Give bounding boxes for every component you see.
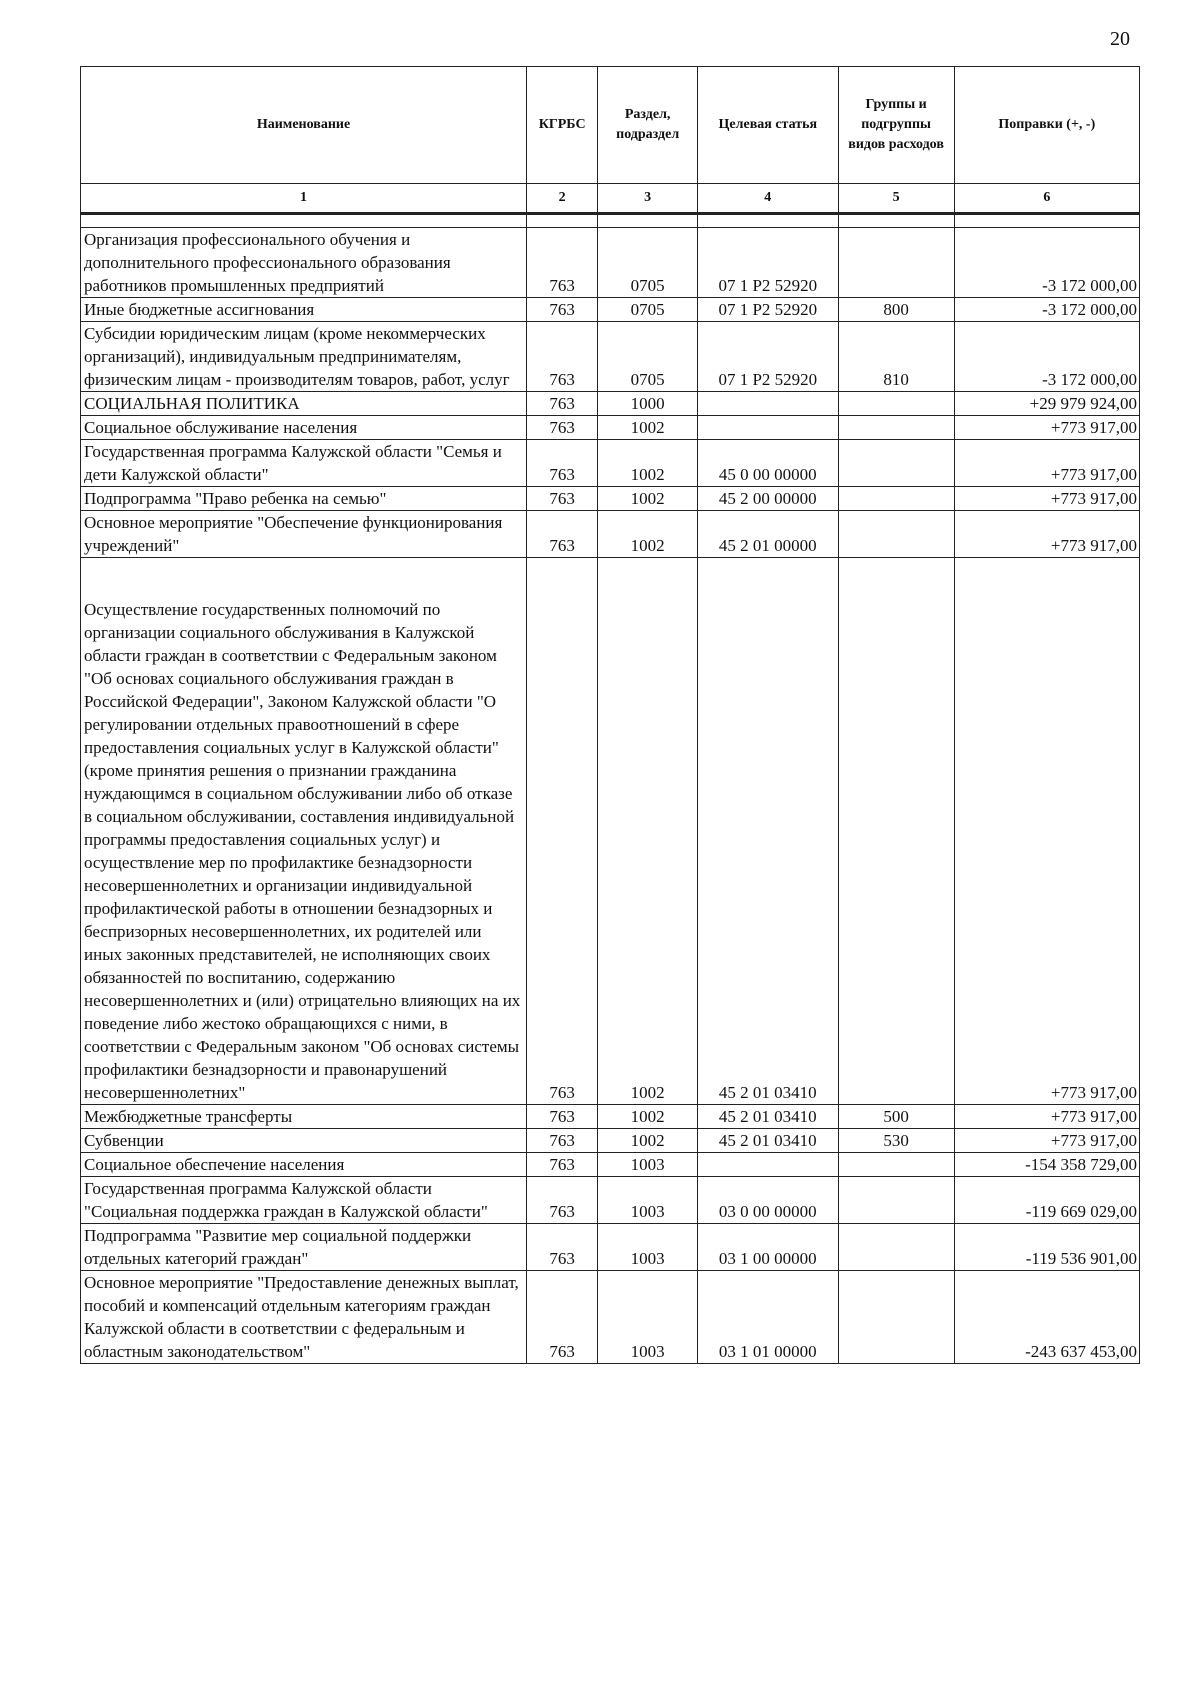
row-name: Иные бюджетные ассигнования bbox=[81, 298, 527, 322]
table-row bbox=[81, 558, 1140, 1105]
row-group: 810 bbox=[838, 322, 954, 392]
column-number: 5 bbox=[838, 184, 954, 214]
row-name: Субвенции bbox=[81, 1129, 527, 1153]
header-section: Раздел, подраздел bbox=[598, 67, 698, 184]
row-group: 530 bbox=[838, 1129, 954, 1153]
row-kgrbs: 763 bbox=[527, 416, 598, 440]
table-row bbox=[81, 511, 1140, 558]
row-name: Подпрограмма "Право ребенка на семью" bbox=[81, 487, 527, 511]
row-amount: -3 172 000,00 bbox=[954, 322, 1139, 392]
table-row bbox=[81, 1153, 1140, 1177]
row-amount: -243 637 453,00 bbox=[954, 1271, 1139, 1364]
page-number: 20 bbox=[1110, 28, 1130, 50]
table-row bbox=[81, 322, 1140, 392]
row-name: Подпрограмма "Развитие мер социальной поддержки отдельных категорий граждан" bbox=[81, 1224, 527, 1271]
table-row bbox=[81, 487, 1140, 511]
row-kgrbs: 763 bbox=[527, 1271, 598, 1364]
row-target: 45 2 01 03410 bbox=[698, 558, 839, 1105]
row-target: 03 1 01 00000 bbox=[698, 1271, 839, 1364]
column-number: 2 bbox=[527, 184, 598, 214]
row-group: 800 bbox=[838, 298, 954, 322]
row-target: 45 2 01 03410 bbox=[698, 1105, 839, 1129]
row-target: 07 1 P2 52920 bbox=[698, 298, 839, 322]
row-target bbox=[698, 416, 839, 440]
row-section: 1002 bbox=[598, 558, 698, 1105]
row-section: 1003 bbox=[598, 1153, 698, 1177]
row-section: 0705 bbox=[598, 228, 698, 298]
row-kgrbs: 763 bbox=[527, 440, 598, 487]
row-kgrbs: 763 bbox=[527, 511, 598, 558]
row-section: 1002 bbox=[598, 440, 698, 487]
row-target: 45 2 00 00000 bbox=[698, 487, 839, 511]
row-section: 1002 bbox=[598, 487, 698, 511]
column-number: 3 bbox=[598, 184, 698, 214]
row-group bbox=[838, 487, 954, 511]
row-amount: -119 669 029,00 bbox=[954, 1177, 1139, 1224]
row-kgrbs: 763 bbox=[527, 1105, 598, 1129]
row-group bbox=[838, 558, 954, 1105]
row-group bbox=[838, 1271, 954, 1364]
row-section: 1002 bbox=[598, 1129, 698, 1153]
row-amount: -3 172 000,00 bbox=[954, 298, 1139, 322]
row-target: 07 1 P2 52920 bbox=[698, 228, 839, 298]
row-section: 0705 bbox=[598, 298, 698, 322]
row-name: СОЦИАЛЬНАЯ ПОЛИТИКА bbox=[81, 392, 527, 416]
table-row bbox=[81, 416, 1140, 440]
row-name: Осуществление государственных полномочий по организации социального обслуживания в Калужской области граждан в соответствии с Федеральным законом "Об основах социального обслуживания граждан в Российской Федерации", Законом Калужской области "О регулировании отдельных правоотношений в сфере предоставления социальных услуг в Калужской области" (кроме принятия решения о признании гражданина нуждающимся в социальном обслуживании либо об отказе в социальном обслуживании, составления индивидуальной программы предоставления социальных услуг) и осуществление мер по профилактике безнадзорности несовершеннолетних и организации индивидуальной профилактической работы в отношении безнадзорных и беспризорных несовершеннолетних, их родителей или иных законных представителей, не исполняющих своих обязанностей по воспитанию, содержанию несовершеннолетних и (или) отрицательно влияющих на их поведение либо жестоко обращающихся с ними, в соответствии с Федеральным законом "Об основах системы профилактики безнадзорности и правонарушений несовершеннолетних" bbox=[81, 558, 527, 1105]
row-name: Основное мероприятие "Обеспечение функционирования учреждений" bbox=[81, 511, 527, 558]
row-group bbox=[838, 392, 954, 416]
row-group bbox=[838, 1224, 954, 1271]
row-amount: +29 979 924,00 bbox=[954, 392, 1139, 416]
table-row bbox=[81, 298, 1140, 322]
row-kgrbs: 763 bbox=[527, 228, 598, 298]
row-name: Социальное обеспечение населения bbox=[81, 1153, 527, 1177]
row-group bbox=[838, 416, 954, 440]
row-name: Субсидии юридическим лицам (кроме некоммерческих организаций), индивидуальным предпринимателям, физическим лицам - производителям товаров, работ, услуг bbox=[81, 322, 527, 392]
row-kgrbs: 763 bbox=[527, 1224, 598, 1271]
row-group bbox=[838, 511, 954, 558]
row-kgrbs: 763 bbox=[527, 298, 598, 322]
row-amount: +773 917,00 bbox=[954, 511, 1139, 558]
table-row bbox=[81, 1224, 1140, 1271]
table-row bbox=[81, 440, 1140, 487]
row-target: 03 0 00 00000 bbox=[698, 1177, 839, 1224]
row-kgrbs: 763 bbox=[527, 1177, 598, 1224]
table-row bbox=[81, 1271, 1140, 1364]
row-section: 1003 bbox=[598, 1177, 698, 1224]
row-amount: +773 917,00 bbox=[954, 440, 1139, 487]
header-kgrbs: КГРБС bbox=[527, 67, 598, 184]
row-target bbox=[698, 392, 839, 416]
table-row bbox=[81, 228, 1140, 298]
row-group bbox=[838, 228, 954, 298]
row-target: 45 2 01 00000 bbox=[698, 511, 839, 558]
header-groups: Группы и подгруппы видов расходов bbox=[838, 67, 954, 184]
row-target bbox=[698, 1153, 839, 1177]
row-target: 07 1 P2 52920 bbox=[698, 322, 839, 392]
header-amendments: Поправки (+, -) bbox=[954, 67, 1139, 184]
row-kgrbs: 763 bbox=[527, 487, 598, 511]
table-row bbox=[81, 1105, 1140, 1129]
row-name: Межбюджетные трансферты bbox=[81, 1105, 527, 1129]
budget-table-sheet bbox=[80, 66, 1140, 1364]
header-name: Наименование bbox=[81, 67, 527, 184]
spacer-row bbox=[81, 214, 1140, 228]
row-amount: +773 917,00 bbox=[954, 1105, 1139, 1129]
row-section: 1000 bbox=[598, 392, 698, 416]
row-amount: +773 917,00 bbox=[954, 416, 1139, 440]
header-row bbox=[81, 67, 1140, 184]
table-row bbox=[81, 1177, 1140, 1224]
row-section: 1003 bbox=[598, 1224, 698, 1271]
row-group bbox=[838, 1177, 954, 1224]
row-name: Основное мероприятие "Предоставление денежных выплат, пособий и компенсаций отдельным категориям граждан Калужской области в соответствии с федеральным и областным законодательством" bbox=[81, 1271, 527, 1364]
column-number: 4 bbox=[698, 184, 839, 214]
row-target: 45 2 01 03410 bbox=[698, 1129, 839, 1153]
row-section: 1002 bbox=[598, 1105, 698, 1129]
row-amount: -119 536 901,00 bbox=[954, 1224, 1139, 1271]
row-kgrbs: 763 bbox=[527, 322, 598, 392]
row-group bbox=[838, 1153, 954, 1177]
column-numbers-row bbox=[81, 184, 1140, 214]
row-group bbox=[838, 440, 954, 487]
row-amount: -154 358 729,00 bbox=[954, 1153, 1139, 1177]
row-name: Государственная программа Калужской области "Семья и дети Калужской области" bbox=[81, 440, 527, 487]
row-target: 45 0 00 00000 bbox=[698, 440, 839, 487]
row-kgrbs: 763 bbox=[527, 392, 598, 416]
row-section: 1002 bbox=[598, 416, 698, 440]
table-row bbox=[81, 392, 1140, 416]
row-amount: +773 917,00 bbox=[954, 487, 1139, 511]
row-kgrbs: 763 bbox=[527, 558, 598, 1105]
row-group: 500 bbox=[838, 1105, 954, 1129]
row-kgrbs: 763 bbox=[527, 1129, 598, 1153]
row-amount: -3 172 000,00 bbox=[954, 228, 1139, 298]
header-target: Целевая статья bbox=[698, 67, 839, 184]
row-name: Организация профессионального обучения и дополнительного профессионального образования работников промышленных предприятий bbox=[81, 228, 527, 298]
row-amount: +773 917,00 bbox=[954, 1129, 1139, 1153]
budget-amendments-table bbox=[80, 66, 1140, 1364]
row-kgrbs: 763 bbox=[527, 1153, 598, 1177]
row-section: 1002 bbox=[598, 511, 698, 558]
table-row bbox=[81, 1129, 1140, 1153]
row-name: Социальное обслуживание населения bbox=[81, 416, 527, 440]
column-number: 1 bbox=[81, 184, 527, 214]
row-amount: +773 917,00 bbox=[954, 558, 1139, 1105]
row-name: Государственная программа Калужской области "Социальная поддержка граждан в Калужской области" bbox=[81, 1177, 527, 1224]
row-target: 03 1 00 00000 bbox=[698, 1224, 839, 1271]
row-section: 1003 bbox=[598, 1271, 698, 1364]
column-number: 6 bbox=[954, 184, 1139, 214]
row-section: 0705 bbox=[598, 322, 698, 392]
